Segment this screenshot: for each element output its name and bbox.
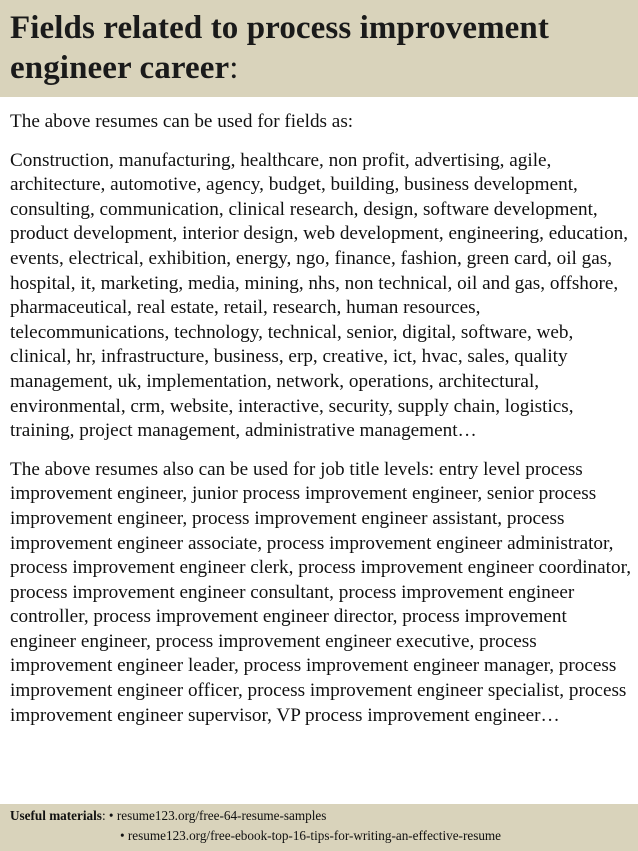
intro-text: The above resumes can be used for fields as: — [10, 111, 354, 132]
footer-link-resume-samples[interactable]: • resume123.org/free-64-resume-samples — [108, 808, 327, 823]
footer-row-first — [10, 806, 628, 826]
main-content — [10, 110, 636, 748]
footer-link-ebook[interactable]: • resume123.org/free-ebook-top-16-tips-for-writing-an-effective-resume — [120, 828, 502, 843]
footer-row-second — [10, 826, 628, 846]
title-banner — [0, 0, 638, 97]
page-title — [10, 8, 628, 88]
useful-materials-footer — [0, 804, 638, 851]
footer-label-colon: : — [101, 808, 106, 823]
page-title-text: Fields related to process improvement engineer career — [10, 10, 549, 86]
job-levels-text: The above resumes also can be used for job title levels: entry level process improvement engineer, junior process improvement engineer, senior process improvement engineer, process improvement engineer assistant, process improvement engineer associate, process improvement engineer administrator, process improvement engineer clerk, process improvement engineer coordinator, process improvement engineer consultant, process improvement engineer controller, process improvement engineer director, process improvement engineer engineer, process improvement engineer executive, process improvement engineer leader, process improvement engineer manager, process improvement engineer officer, process improvement engineer specialist, process improvement engineer supervisor, VP process improvement engineer… — [10, 458, 631, 726]
page-title-colon: : — [229, 50, 239, 86]
fields-list: Construction, manufacturing, healthcare, non profit, advertising, agile, architecture, automotive, agency, budget, building, business development, consulting, communication, clinical research, design, software development, product development, interior design, web development, engineering, education, events, electrical, exhibition, energy, ngo, finance, fashion, green card, oil gas, hospital, it, marketing, media, mining, nhs, non technical, oil and gas, offshore, pharmaceutical, real estate, retail, research, human resources, telecommunications, technology, technical, senior, digital, software, web, clinical, hr, infrastructure, business, erp, creative, ict, hvac, sales, quality management, uk, implementation, network, operations, architectural, environmental, crm, website, interactive, security, supply chain, logistics, training, project management, administrative management… — [10, 149, 629, 442]
footer-label: Useful materials — [10, 808, 102, 823]
